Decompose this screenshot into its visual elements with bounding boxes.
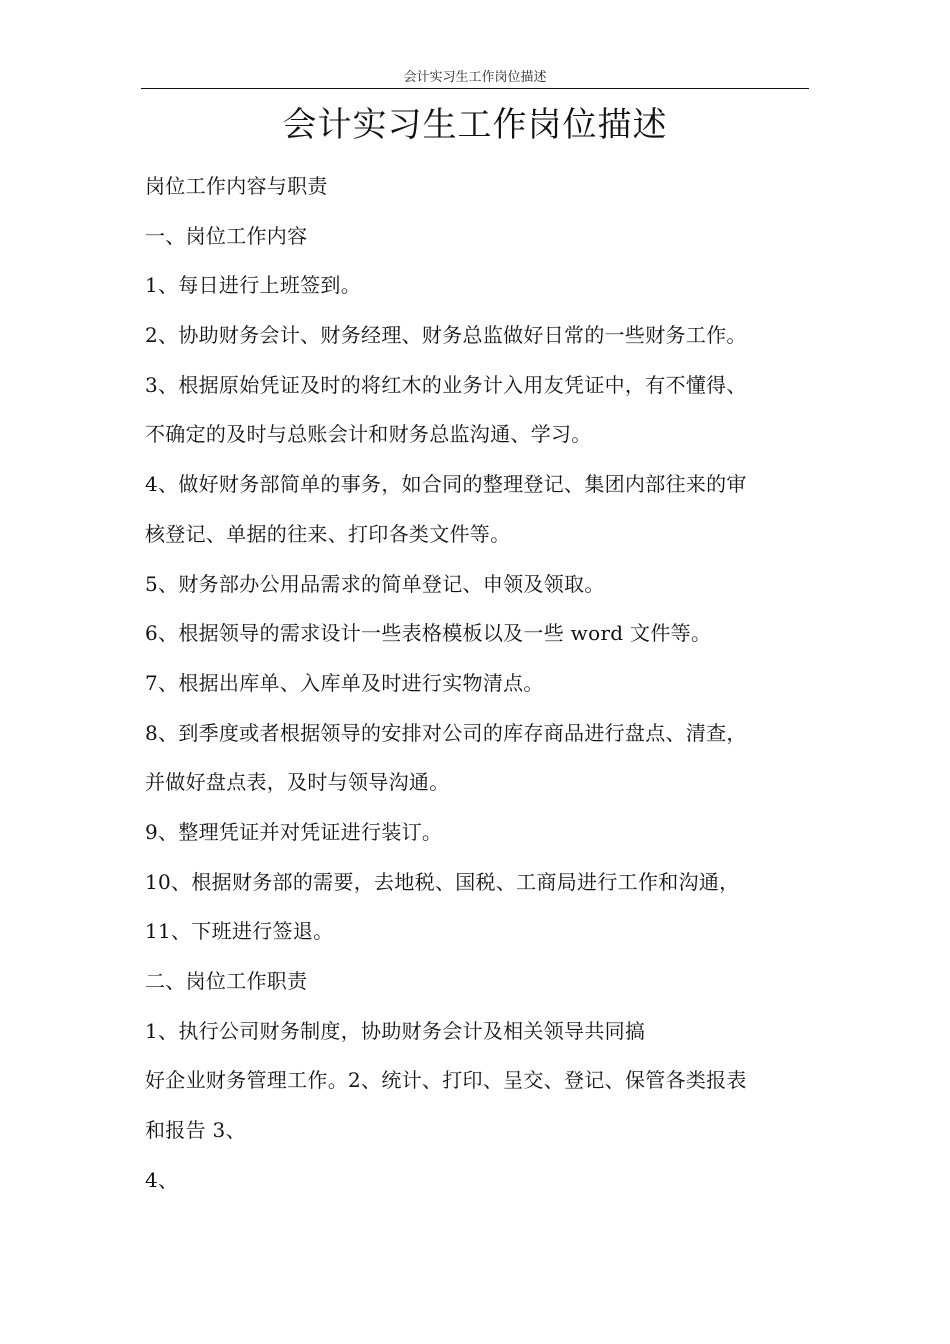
paragraph-line: 和报告 3、 bbox=[145, 1118, 246, 1143]
paragraph-line: 并做好盘点表，及时与领导沟通。 bbox=[145, 770, 450, 795]
header-divider bbox=[141, 88, 809, 89]
paragraph-line: 不确定的及时与总账会计和财务总监沟通、学习。 bbox=[145, 422, 592, 447]
paragraph-line: 5、财务部办公用品需求的简单登记、申领及领取。 bbox=[145, 571, 605, 596]
document-title: 会计实习生工作岗位描述 bbox=[282, 105, 668, 145]
paragraph-line: 10、根据财务部的需要，去地税、国税、工商局进行工作和沟通， bbox=[145, 869, 740, 894]
paragraph-line: 核登记、单据的往来、打印各类文件等。 bbox=[145, 521, 511, 546]
paragraph-line: 好企业财务管理工作。2、统计、打印、呈交、登记、保管各类报表 bbox=[145, 1068, 747, 1093]
paragraph-line: 4、 bbox=[145, 1167, 179, 1192]
paragraph-line: 7、根据出库单、入库单及时进行实物清点。 bbox=[145, 670, 544, 695]
document-body bbox=[145, 166, 825, 1209]
paragraph-line: 2、协助财务会计、财务经理、财务总监做好日常的一些财务工作。 bbox=[145, 323, 747, 348]
section-heading: 岗位工作内容与职责 bbox=[145, 174, 328, 198]
paragraph-line: 4、做好财务部简单的事务，如合同的整理登记、集团内部往来的审 bbox=[145, 472, 747, 497]
paragraph-line: 11、下班进行签退。 bbox=[145, 919, 334, 944]
paragraph-line: 8、到季度或者根据领导的安排对公司的库存商品进行盘点、清查， bbox=[145, 720, 747, 745]
running-header: 会计实习生工作岗位描述 bbox=[403, 70, 547, 85]
paragraph-line: 1、执行公司财务制度，协助财务会计及相关领导共同搞 bbox=[145, 1018, 646, 1043]
paragraph-line: 1、每日进行上班签到。 bbox=[145, 273, 362, 298]
subsection-heading: 一、岗位工作内容 bbox=[145, 223, 308, 248]
paragraph-line: 3、根据原始凭证及时的将红木的业务计入用友凭证中，有不懂得、 bbox=[145, 372, 747, 397]
subsection-heading: 二、岗位工作职责 bbox=[145, 969, 308, 993]
paragraph-line: 6、根据领导的需求设计一些表格模板以及一些 word 文件等。 bbox=[145, 621, 712, 646]
paragraph-line: 9、整理凭证并对凭证进行装订。 bbox=[145, 819, 443, 844]
